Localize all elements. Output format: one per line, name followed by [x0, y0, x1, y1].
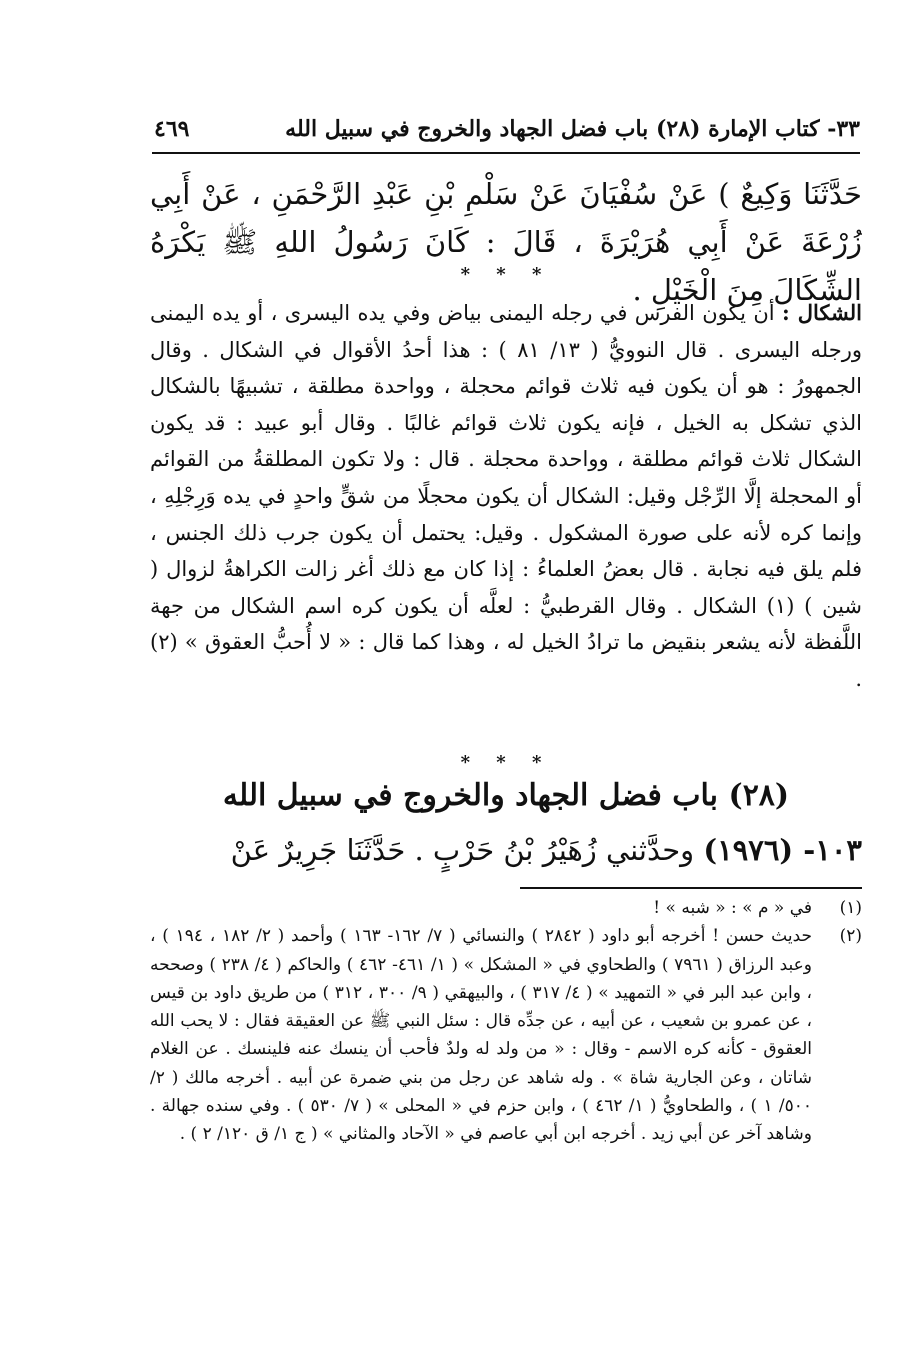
- hadith-text: حَدَّثَنَا وَكِيعٌ ) عَنْ سُفْيَانَ عَنْ سَلْمِ بْنِ عَبْدِ الرَّحْمَنِ ، عَنْ أَبِي زُرْعَةَ عَنْ أَبِي هُرَيْرَةَ ، قَالَ : كَانَ رَسُولُ اللهِ ﷺ يَكْرَهُ الشِّكَالَ مِنَ الْخَيْلِ .: [150, 177, 862, 307]
- section-separator: * * *: [460, 752, 552, 773]
- footnote-text: في « م » : « شبه » !: [653, 898, 812, 918]
- footnote-divider: [520, 887, 862, 889]
- chapter-title: (٢٨) باب فضل الجهاد والخروج في سبيل الله: [222, 778, 790, 813]
- commentary-term: الشكال :: [782, 300, 862, 325]
- footnote-text: حديث حسن ! أخرجه أبو داود ( ٢٨٤٢ ) والنسائي ( ٧/ ١٦٢- ١٦٣ ) وأحمد ( ٢/ ١٨٢ ، ١٩٤ ) ، وعبد الرزاق ( ٧٩٦١ ) والطحاوي في « المشكل » ( ١/ ٤٦١- ٤٦٢ ) والحاكم ( ٤/ ٢٣٨ ) وصححه ، وابن عبد البر في « التمهيد » ( ٤/ ٣١٧ ) ، والبيهقي ( ٩/ ٣٠٠ ، ٣١٢ ) من طريق داود بن قيس ، عن عمرو بن شعيب ، عن أبيه ، عن جدِّه قال : سئل النبي ﷺ عن العقيقة فقال : لا يحب الله العقوق - كأنه كره الاسم - وقال : « من ولد له ولدٌ فأحب أن ينسك عنه فلينسك . عن الغلام شاتان ، وعن الجارية شاة » . وله شاهد عن رجل من بني ضمرة عن أبيه . أخرجه مالك ( ٢/ ٥٠٠/ ١ ) ، والطحاويُّ ( ١/ ٤٦٢ ) ، وابن حزم في « المحلى » ( ٧/ ٥٣٠ ) . وفي سنده جهالة . وشاهد آخر عن أبي زيد . أخرجه ابن أبي عاصم في « الآحاد والمثاني » ( ج ١/ ق ١٢٠/ ٢ ) .: [150, 926, 813, 1145]
- footnotes: [150, 894, 862, 1149]
- page-header: [152, 112, 860, 154]
- commentary-text: أن يكون الفرس في رجله اليمنى بياض وفي يده اليسرى ، أو يده اليمنى ورجله اليسرى . قال النوويُّ ( ١٣/ ٨١ ) : هذا أحدُ الأقوال في الشكال . وقال الجمهورُ : هو أن يكون فيه ثلاث قوائم محجلة ، وواحدة مطلقة ، تشبيهًا بالشكال الذي تشكل به الخيل ، فإنه يكون ثلاث قوائم غالبًا . وقال أبو عبيد : قد يكون الشكال ثلاث قوائم مطلقة ، وواحدة محجلة . قال : ولا تكون المطلقةُ من القوائم أو المحجلة إلَّا الرِّجْل وقيل: الشكال أن يكون محجلًا من شقٍّ واحدٍ في يده وَرِجْلِهِ ، وإنما كره لأنه على صورة المشكول . وقيل: يحتمل أن يكون جرب ذلك الجنس ، فلم يلق فيه نجابة . قال بعضُ العلماءُ : إذا كان مع ذلك أغر زالت الكراهةُ لزوال ( شين ) (١) الشكال . وقال القرطبيُّ : لعلَّه أن يكون كره اسم الشكال من جهة اللَّفظة لأنه يشعر بنقيض ما ترادُ الخيل له ، وهذا كما قال : « لا أُحبُّ العقوق » (٢) .: [150, 301, 863, 691]
- footnote: [150, 922, 862, 1148]
- running-title: ٣٣- كتاب الإمارة (٢٨) باب فضل الجهاد والخروج في سبيل الله: [285, 116, 860, 142]
- footnote-marker: (٢): [839, 926, 862, 947]
- footnote: [150, 894, 862, 922]
- hadith-number: ١٠٣- (١٩٧٦): [703, 833, 862, 867]
- page-number: ٤٦٩: [154, 116, 190, 142]
- section-separator: * * *: [460, 264, 552, 285]
- next-hadith-text: وحدَّثني زُهَيْرُ بْنُ حَرْبٍ . حَدَّثَنَا جَرِيرٌ عَنْ: [230, 833, 695, 867]
- commentary: [150, 295, 862, 698]
- next-hadith: [150, 826, 862, 874]
- footnote-marker: (١): [839, 898, 862, 918]
